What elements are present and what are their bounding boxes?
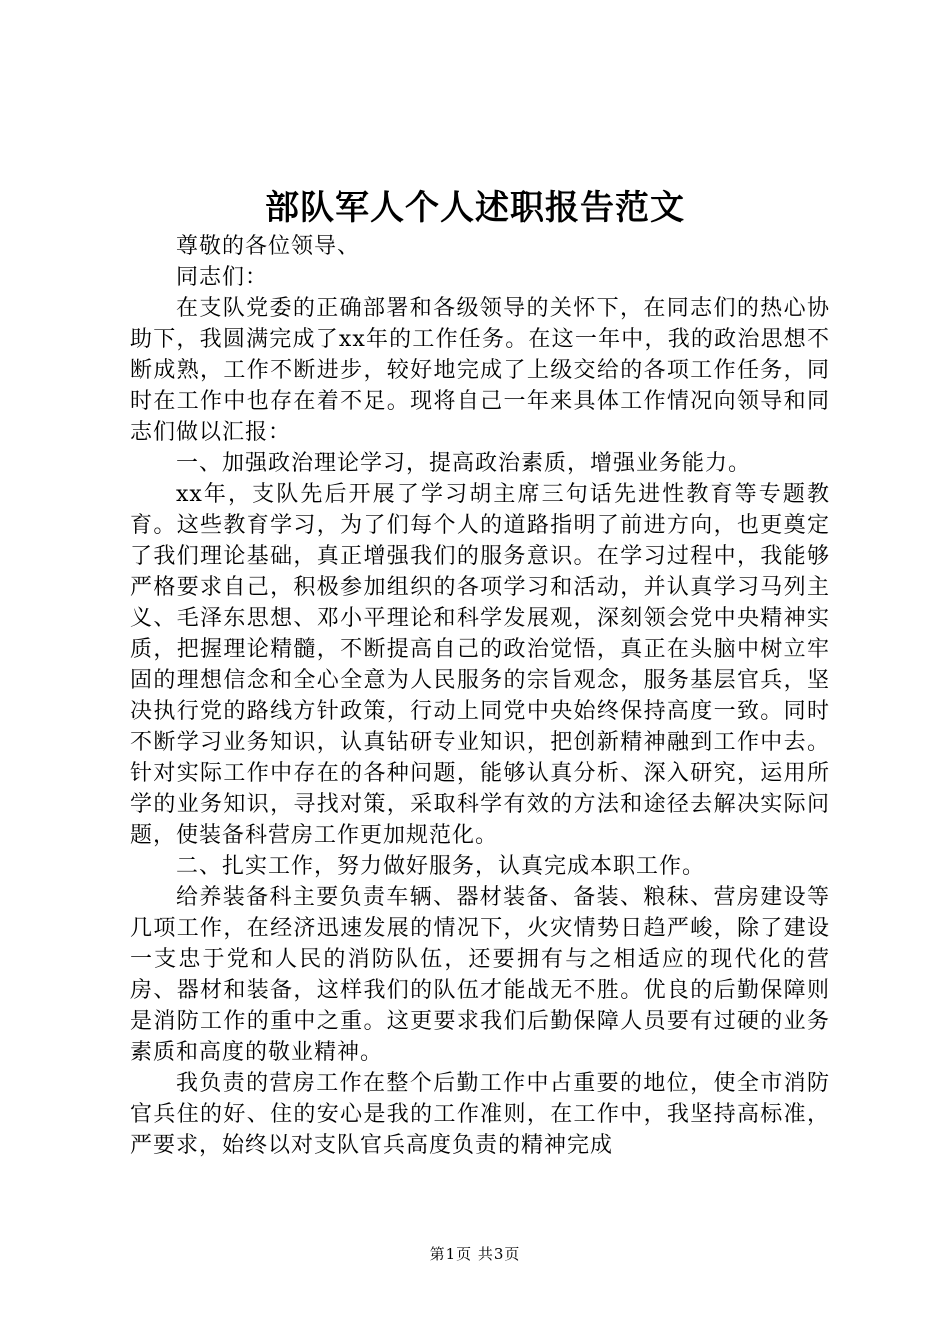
document-body [130, 231, 830, 1161]
page-number-footer: 第1页 共3页 [429, 1245, 521, 1263]
paragraph-section-2: 给养装备科主要负责车辆、器材装备、备装、粮秣、营房建设等几项工作，在经济迅速发展的情况下，火灾情势日趋严峻，除了建设一支忠于党和人民的消防队伍，还要拥有与之相适应的现代化的营房、器材和装备，这样我们的队伍才能战无不胜。优良的后勤保障则是消防工作的重中之重。这更要求我们后勤保障人员要有过硬的业务素质和高度的敬业精神。 [130, 885, 830, 1065]
section-heading-2: 二、扎实工作，努力做好服务，认真完成本职工作。 [176, 854, 706, 879]
section-heading-1: 一、加强政治理论学习，提高政治素质，增强业务能力。 [176, 451, 752, 476]
salutation-line-2: 同志们： [176, 265, 269, 290]
paragraph-section-1: xx年，支队先后开展了学习胡主席三句话先进性教育等专题教育。这些教育学习，为了们每个人的道路指明了前进方向，也更奠定了我们理论基础，真正增强我们的服务意识。在学习过程中，我能够严格要求自己，积极参加组织的各项学习和活动，并认真学习马列主义、毛泽东思想、邓小平理论和科学发展观，深刻领会党中央精神实质，把握理论精髓，不断提高自己的政治觉悟，真正在头脑中树立牢固的理想信念和全心全意为人民服务的宗旨观念，服务基层官兵，坚决执行党的路线方针政策，行动上同党中央始终保持高度一致。同时不断学习业务知识，认真钻研专业知识，把创新精神融到工作中去。针对实际工作中存在的各种问题，能够认真分析、深入研究，运用所学的业务知识，寻找对策，采取科学有效的方法和途径去解决实际问题，使装备科营房工作更加规范化。 [130, 482, 830, 848]
paragraph-intro: 在支队党委的正确部署和各级领导的关怀下，在同志们的热心协助下，我圆满完成了xx年的工作任务。在这一年中，我的政治思想不断成熟，工作不断进步，较好地完成了上级交给的各项工作任务，同时在工作中也存在着不足。现将自己一年来具体工作情况向领导和同志们做以汇报： [130, 296, 830, 445]
paragraph-section-2-continued: 我负责的营房工作在整个后勤工作中占重要的地位，使全市消防官兵住的好、住的安心是我的工作准则，在工作中，我坚持高标准，严要求，始终以对支队官兵高度负责的精神完成 [130, 1071, 830, 1158]
document-title: 部队军人个人述职报告范文 [265, 188, 685, 228]
salutation-line-1: 尊敬的各位领导、 [176, 234, 361, 259]
